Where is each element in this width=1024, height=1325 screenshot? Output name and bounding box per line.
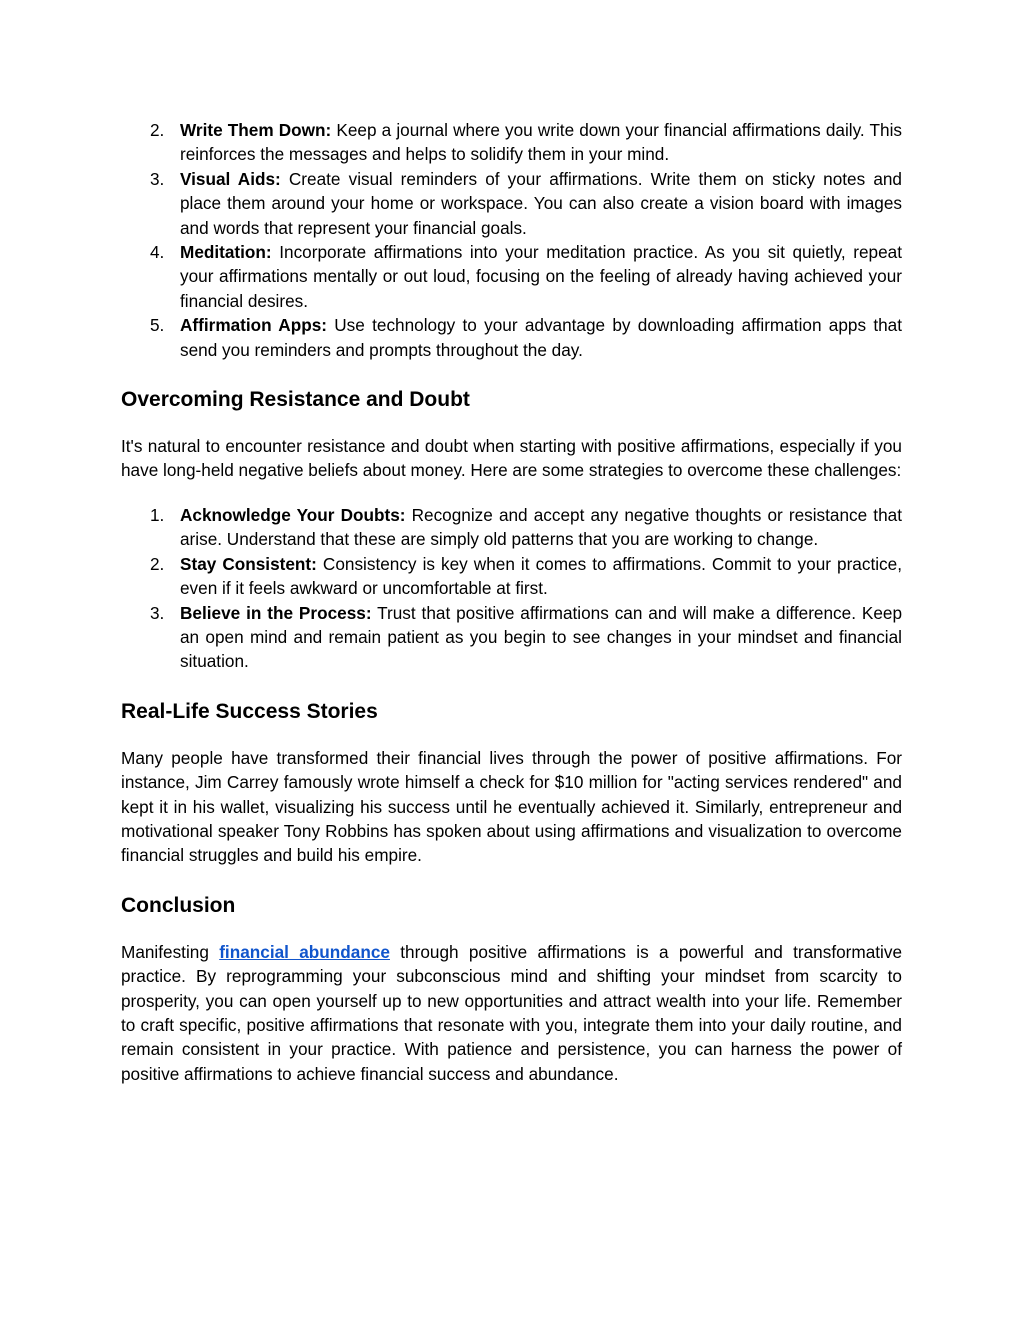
list-item-text: Incorporate affirmations into your meditation practice. As you sit quietly, repeat your affirmations mentally or out loud, focusing on the feeling of already having achieved your financial desires. <box>180 242 902 311</box>
list-item <box>121 167 902 240</box>
list-item <box>121 240 902 313</box>
heading-resistance: Overcoming Resistance and Doubt <box>121 388 470 412</box>
list-number: 5. <box>150 315 165 336</box>
list-item <box>121 552 902 601</box>
list-number: 2. <box>150 553 165 574</box>
list-item <box>121 503 902 552</box>
resistance-intro: It's natural to encounter resistance and doubt when starting with positive affirmations, especially if you have long-held negative beliefs about money. Here are some strategies to overcome these challenges: <box>121 436 902 481</box>
strategies-list <box>121 503 902 674</box>
heading-conclusion: Conclusion <box>121 893 236 917</box>
list-number: 2. <box>150 120 165 140</box>
list-item-title: Meditation: <box>180 242 272 263</box>
list-item-title: Believe in the Process: <box>180 602 372 623</box>
document-page <box>121 118 902 1086</box>
list-item <box>121 313 902 362</box>
list-number: 3. <box>150 602 165 623</box>
list-item-text: Use technology to your advantage by downloading affirmation apps that send you reminders and prompts throughout the day. <box>180 315 902 360</box>
list-item-text: Trust that positive affirmations can and will make a difference. Keep an open mind and remain patient as you begin to see changes in your mindset and financial situation. <box>180 602 903 672</box>
conclusion-text-end: through positive affirmations is a powerful and transformative practice. By reprogramming your subconscious mind and shifting your mindset from scarcity to prosperity, you can open yourself up to new opportunities and attract wealth into your life. Remember to craft specific, positive affirmations that resonate with you, integrate them into your daily routine, and remain consistent in your practice. With patience and persistence, you can harness the power of positive affirmations to achieve financial success and abundance. <box>121 941 903 1084</box>
stories-body: Many people have transformed their financial lives through the power of positive affirmations. For instance, Jim Carrey famously wrote himself a check for $10 million for "acting services rendered" and kept it in his wallet, visualizing his success until he eventually achieved it. Similarly, entrepreneur and motivational speaker Tony Robbins has spoken about using affirmations and visualization to overcome financial struggles and build his empire. <box>121 747 902 866</box>
list-item-text: Create visual reminders of your affirmations. Write them on sticky notes and place them around your home or workspace. You can also create a vision board with images and words that represent your financial goals. <box>180 168 902 238</box>
list-item <box>121 601 902 674</box>
list-item-title: Affirmation Apps: <box>180 315 327 336</box>
list-item-title: Write Them Down: <box>180 120 332 140</box>
list-item-title: Acknowledge Your Doubts: <box>180 504 406 525</box>
conclusion-text-start: Manifesting <box>121 941 220 962</box>
list-number: 3. <box>150 168 165 189</box>
list-number: 4. <box>150 242 165 263</box>
practice-list <box>121 118 902 362</box>
list-item-text: Keep a journal where you write down your financial affirmations daily. This reinforces the messages and helps to solidify them in your mind. <box>180 120 902 165</box>
list-item-title: Visual Aids: <box>180 168 281 189</box>
list-item-title: Stay Consistent: <box>180 553 317 574</box>
list-item <box>121 118 902 167</box>
list-item-text: Consistency is key when it comes to affirmations. Commit to your practice, even if it feels awkward or uncomfortable at first. <box>180 553 902 599</box>
heading-stories: Real-Life Success Stories <box>121 699 378 723</box>
list-item-text: Recognize and accept any negative thoughts or resistance that arise. Understand that these are simply old patterns that you are working to change. <box>180 504 902 550</box>
financial-abundance-link[interactable]: financial abundance <box>219 941 390 962</box>
list-number: 1. <box>150 504 165 525</box>
conclusion-body <box>121 940 902 1086</box>
